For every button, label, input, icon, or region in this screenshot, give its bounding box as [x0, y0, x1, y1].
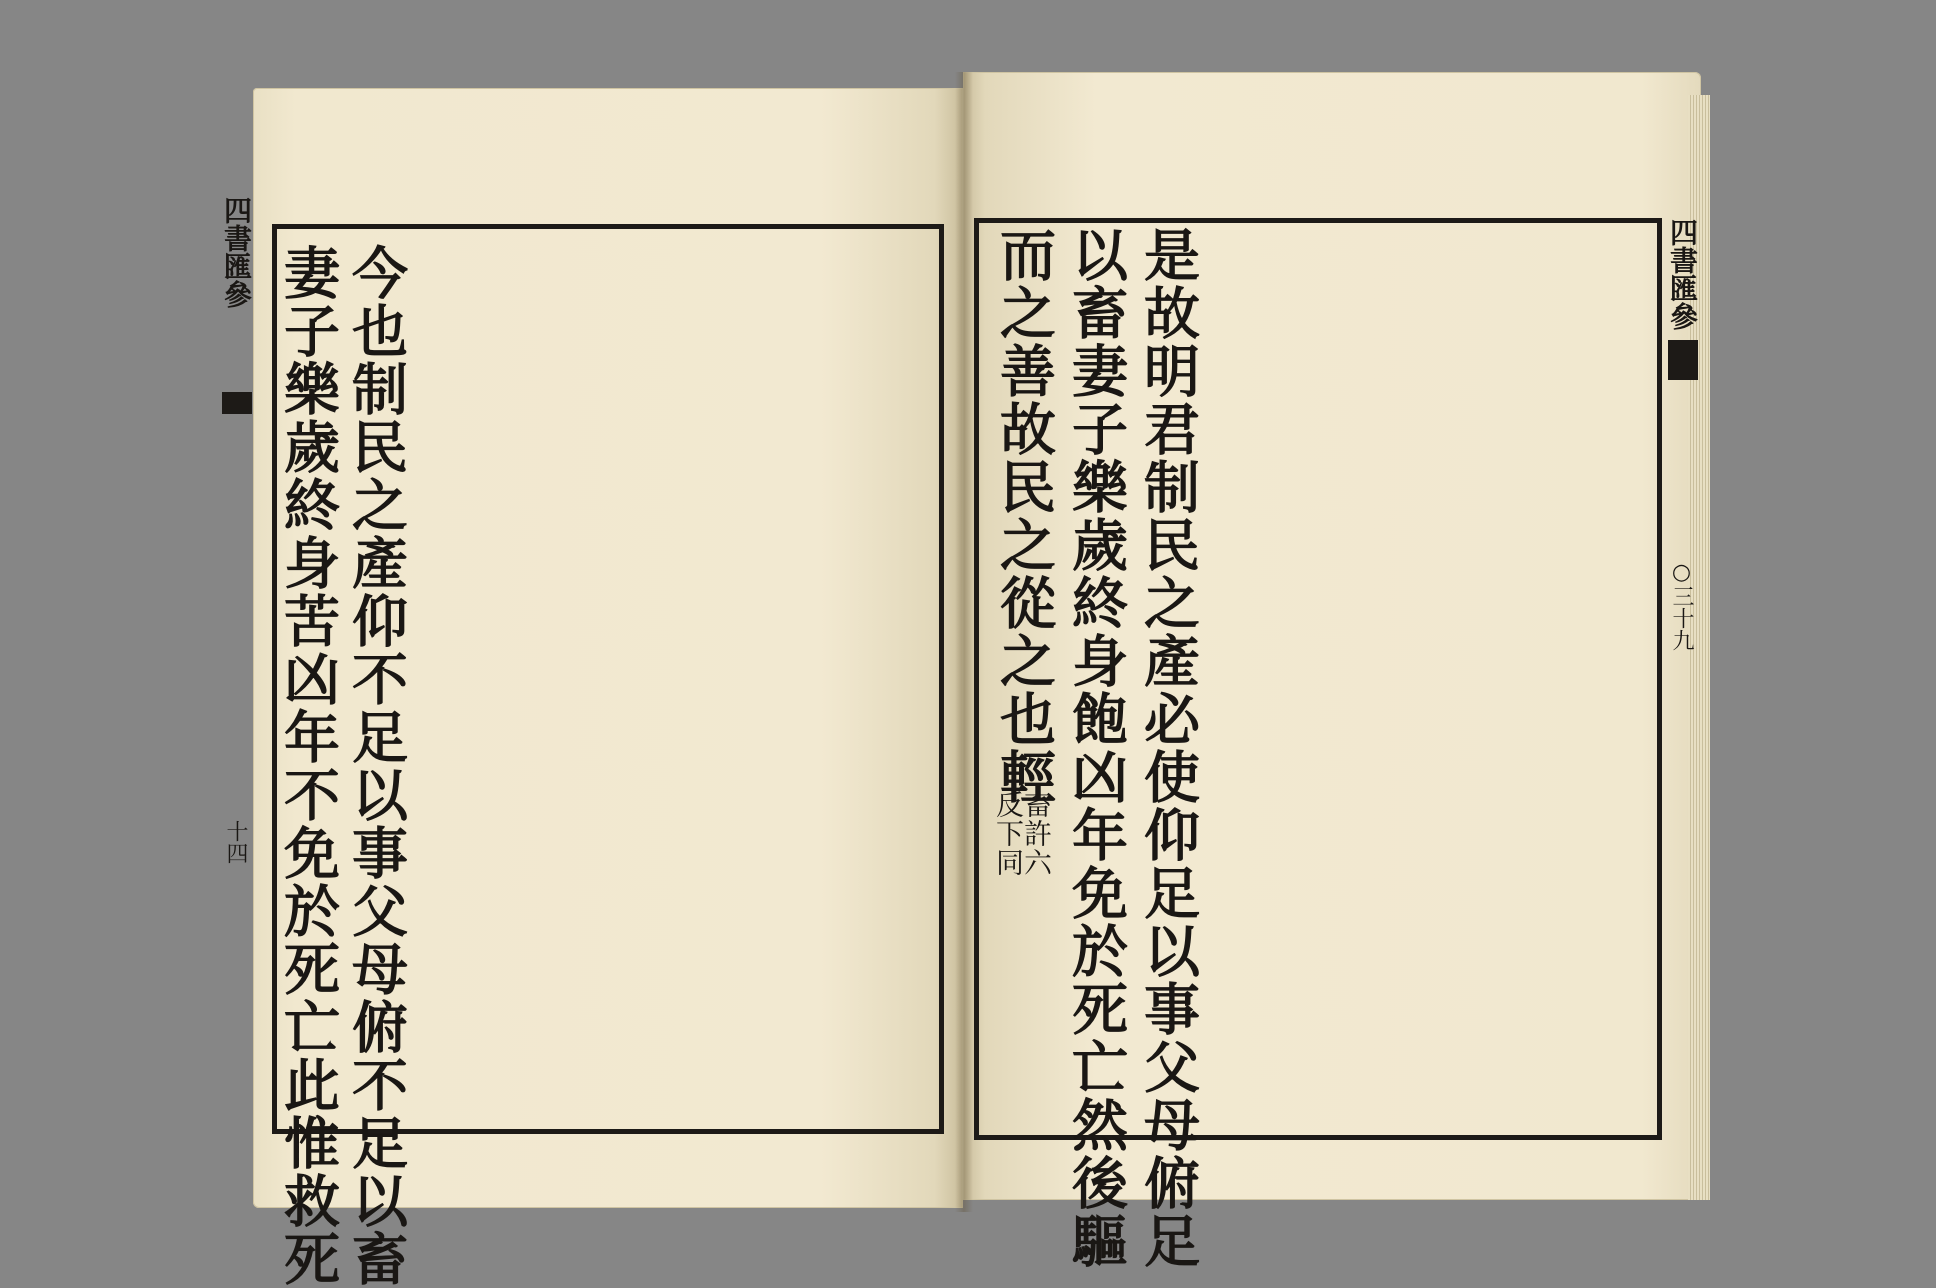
right-folio: ○三十九	[1669, 560, 1694, 651]
right-note: 反下同	[992, 790, 1025, 877]
right-margin-tab	[1668, 340, 1698, 380]
right-note: 畜許六	[1020, 790, 1053, 877]
right-large-column: 是故明君制民之產必使仰足以事父母俯足	[1135, 226, 1201, 1270]
right-large-column: 而之善故民之從之也輕	[991, 226, 1057, 806]
left-margin-tab	[222, 392, 252, 414]
right-large-column: 以畜妻子樂歲終身飽凶年免於死亡然後驅	[1063, 226, 1129, 1270]
left-margin-title: 四書匯參	[220, 196, 253, 308]
book-gutter	[955, 72, 973, 1212]
right-margin-title: 四書匯參	[1666, 218, 1699, 330]
left-large-column: 今也制民之產仰不足以事父母俯不足以畜	[343, 244, 409, 1288]
left-folio: 十四	[223, 820, 248, 864]
left-large-column: 妻子樂歲終身苦凶年不免於死亡此惟救死	[275, 244, 341, 1288]
